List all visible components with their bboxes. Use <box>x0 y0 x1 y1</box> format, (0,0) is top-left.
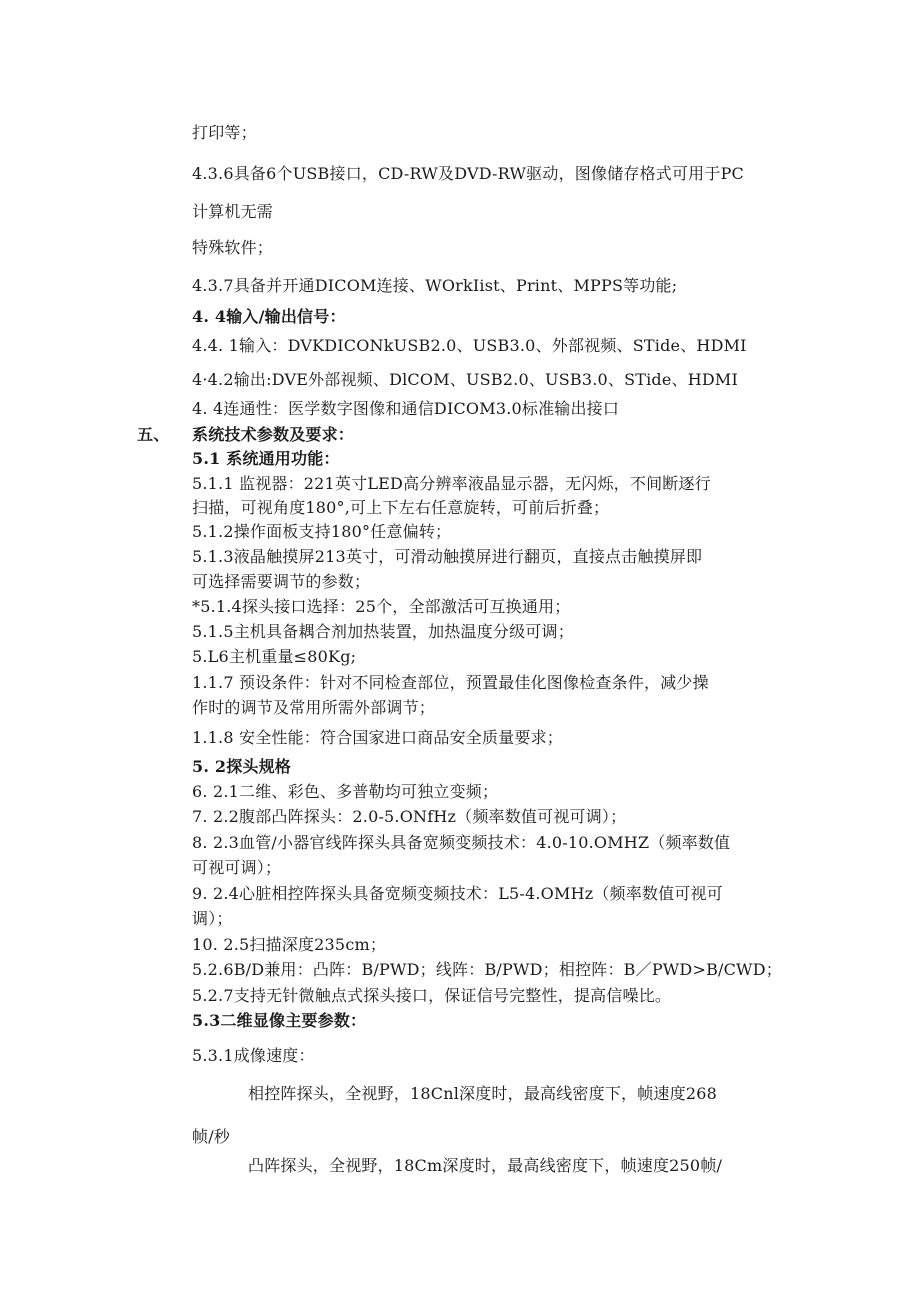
text-line: 5.1.3液晶触摸屏213英寸，可滑动触摸屏进行翻页，直接点击触摸屏即 <box>192 547 703 566</box>
chapter-title: 系统技术参数及要求： <box>192 425 355 444</box>
text-line: 5.1.1 监视器：221英寸LED高分辨率液晶显示器，无闪烁，不间断逐行 <box>192 474 711 493</box>
section-heading: 5.1 系统通用功能： <box>192 449 340 468</box>
text-line: 6. 2.1二维、彩色、多普勒均可独立变频； <box>192 782 499 801</box>
text-line: 5.3.1成像速度： <box>192 1046 315 1065</box>
text-line: 打印等； <box>192 123 257 142</box>
text-line: 相控阵探头，全视野，18Cnl深度时，最高线密度下，帧速度268 <box>248 1084 717 1103</box>
section-heading: 5. 2探头规格 <box>192 757 292 776</box>
text-line: 特殊软件； <box>192 238 274 257</box>
text-line: 扫描，可视角度180°,可上下左右任意旋转，可前后折叠； <box>192 498 610 517</box>
text-line: 9. 2.4心脏相控阵探头具备宽频变频技术：L5-4.OMHz（频率数值可视可 <box>192 884 723 903</box>
text-line: 5.2.7支持无针微触点式探头接口，保证信号完整性，提高信噪比。 <box>192 986 672 1005</box>
text-line: 10. 2.5扫描深度235cm； <box>192 935 387 954</box>
text-line: 1.1.7 预设条件：针对不同检查部位，预置最佳化图像检查条件，减少操 <box>192 673 709 692</box>
text-line: 5.1.2操作面板支持180°任意偏转； <box>192 522 452 541</box>
text-line: 4·4.2输出:DVE外部视频、DlCOM、USB2.0、USB3.0、STide、HDMI <box>192 370 739 389</box>
text-line: 可选择需要调节的参数； <box>192 572 371 591</box>
text-line: 8. 2.3血管/小器官线阵探头具备宽频变频技术：4.0-10.OMHZ（频率数值 <box>192 833 731 852</box>
chapter-number: 五、 <box>137 425 170 444</box>
text-line: 凸阵探头，全视野，18Cm深度时，最高线密度下，帧速度250帧/ <box>248 1156 723 1175</box>
text-line: *5.1.4探头接口选择：25个，全部激活可互换通用； <box>192 597 571 616</box>
text-line: 5.L6主机重量≤80Kg; <box>192 647 357 666</box>
text-line: 7. 2.2腹部凸阵探头：2.0-5.ONfHz（频率数值可视可调）； <box>192 807 627 826</box>
text-line: 4.3.7具备并开通DICOM连接、WOrkIist、Print、MPPS等功能; <box>192 276 678 295</box>
text-line: 1.1.8 安全性能：符合国家进口商品安全质量要求； <box>192 728 563 747</box>
text-line: 4.3.6具备6个USB接口，CD-RW及DVD-RW驱动，图像储存格式可用于PC <box>192 164 744 183</box>
text-line: 作时的调节及常用所需外部调节； <box>192 698 436 717</box>
text-line: 可视可调）； <box>192 858 282 877</box>
section-heading: 4. 4输入/输出信号： <box>192 307 346 326</box>
text-line: 4. 4连通性：医学数字图像和通信DICOM3.0标准输出接口 <box>192 399 620 418</box>
text-line: 5.1.5主机具备耦合剂加热装置，加热温度分级可调； <box>192 622 574 641</box>
text-line: 帧/秒 <box>192 1127 230 1146</box>
text-line: 4.4. 1输入：DVKDICONkUSB2.0、USB3.0、外部视频、STide、HDMI <box>192 336 747 355</box>
text-line: 5.2.6B/D兼用：凸阵：B/PWD；线阵：B/PWD；相控阵：B／PWD>B/CWD； <box>192 960 782 979</box>
section-heading: 5.3二维显像主要参数： <box>192 1011 367 1030</box>
text-line: 计算机无需 <box>192 202 274 221</box>
text-line: 调）； <box>192 909 233 928</box>
